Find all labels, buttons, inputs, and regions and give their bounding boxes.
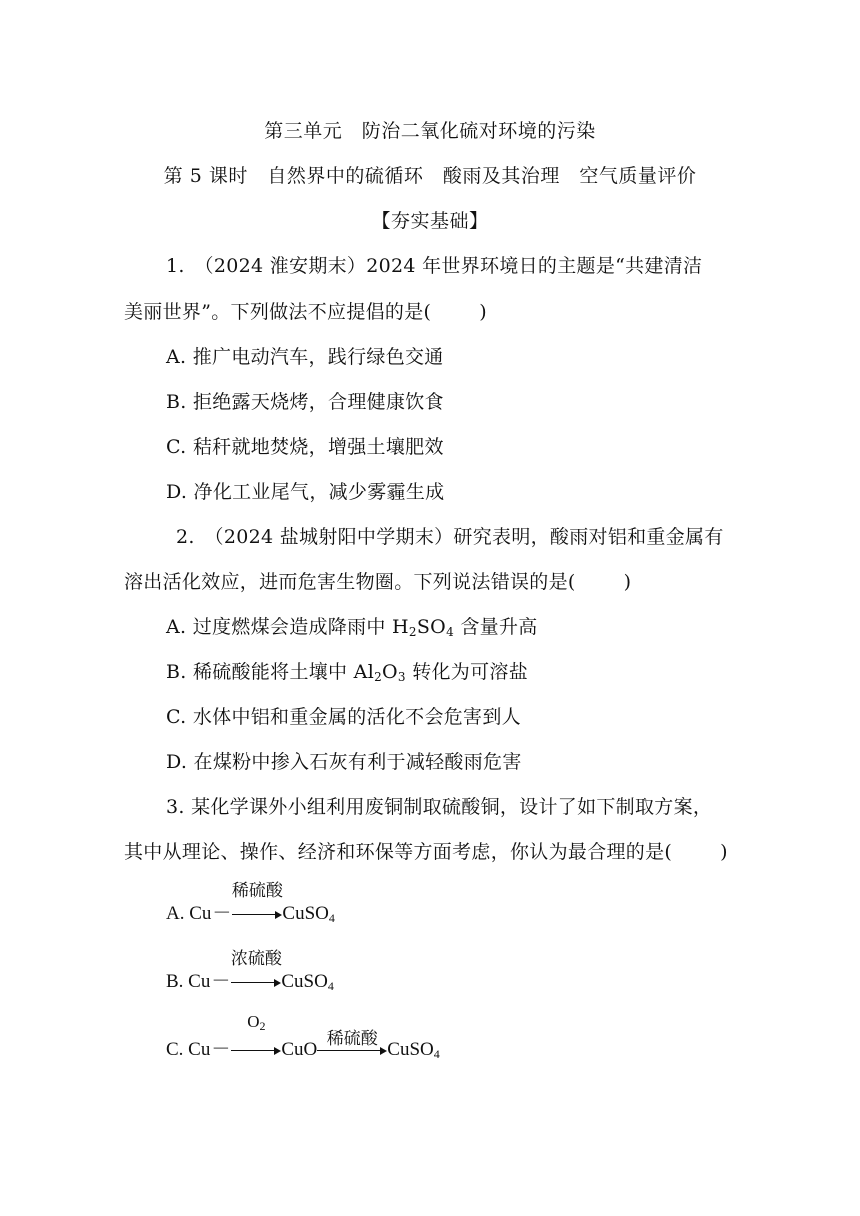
q3-b-product: CuSO bbox=[281, 971, 328, 992]
q2-option-a[interactable] bbox=[166, 612, 538, 639]
q3-stem-line2 bbox=[124, 837, 728, 864]
q3-stem-text: 其中从理论、操作、经济和环保等方面考虑，你认为最合理的是( bbox=[124, 841, 673, 863]
q2-option-b-text1: B. 稀硫酸能将土壤中 Al bbox=[166, 661, 375, 683]
q1-stem-text: 美丽世界”。下列做法不应提倡的是( bbox=[124, 301, 432, 323]
q2-option-b-sub1: 2 bbox=[374, 670, 383, 684]
q2-option-a-text1: A. 过度燃煤会造成降雨中 H bbox=[166, 616, 409, 638]
q3-c-reagent1: $O_2$ bbox=[247, 1011, 266, 1033]
q3-b-product-sub: 4 bbox=[327, 979, 334, 993]
q3-a-product: CuSO bbox=[282, 903, 329, 924]
q2-option-a-sub2: 4 bbox=[446, 625, 454, 639]
q3-c-reagent2: 稀硫酸 bbox=[326, 1028, 378, 1048]
q3-a-arrow bbox=[231, 880, 283, 926]
q2-stem-line2 bbox=[124, 567, 631, 594]
q3-option-c[interactable]: C. Cu－ $O_2$ CuO 稀硫酸 CuSO$_4$ bbox=[166, 1034, 440, 1062]
unit-title: 第三单元 防治二氧化硫对环境的污染 bbox=[264, 120, 596, 142]
q2-option-b-text3: 转化为可溶盐 bbox=[405, 661, 528, 683]
q3-c-reactant: C. Cu bbox=[166, 1039, 211, 1060]
q3-c-product-sub: 4 bbox=[433, 1047, 440, 1061]
lesson-title: 第 5 课时 自然界中的硫循环 酸雨及其治理 空气质量评价 bbox=[163, 165, 697, 187]
q1-paren-close: ) bbox=[479, 301, 487, 323]
q3-stem-line1: 3. 某化学课外小组利用废铜制取硫酸铜，设计了如下制取方案， bbox=[166, 796, 713, 818]
q2-option-b[interactable] bbox=[166, 657, 528, 684]
q1-option-d[interactable]: D. 净化工业尾气，减少雾霾生成 bbox=[166, 481, 445, 503]
q3-a-product-sub: 4 bbox=[328, 911, 335, 925]
q2-option-a-text2: SO bbox=[416, 616, 447, 638]
q2-option-c[interactable]: C. 水体中铝和重金属的活化不会危害到人 bbox=[166, 706, 521, 728]
q2-option-a-text3: 含量升高 bbox=[454, 616, 538, 638]
q3-b-reactant: B. Cu bbox=[166, 971, 211, 992]
q3-c-arrow2 bbox=[317, 1028, 387, 1062]
q3-c-arrow1 bbox=[231, 1011, 281, 1062]
q1-option-a[interactable]: A. 推广电动汽车，践行绿色交通 bbox=[166, 346, 444, 368]
q3-a-reagent: 稀硫酸 bbox=[231, 880, 283, 900]
q2-option-a-sub1: 2 bbox=[408, 625, 417, 639]
q1-stem-line2 bbox=[124, 297, 487, 324]
q2-option-b-text2: O bbox=[382, 661, 398, 683]
q2-paren-close: ) bbox=[623, 571, 632, 593]
q1-stem-line1: 1. （2024 淮安期末）2024 年世界环境日的主题是“共建清洁 bbox=[166, 255, 703, 277]
q2-option-d[interactable]: D. 在煤粉中掺入石灰有利于减轻酸雨危害 bbox=[166, 751, 522, 773]
section-title: 【夯实基础】 bbox=[371, 210, 489, 232]
q3-b-reagent: 浓硫酸 bbox=[230, 948, 282, 968]
q3-a-reactant: A. Cu bbox=[166, 903, 212, 924]
q3-option-a[interactable]: A. Cu－ 稀硫酸 CuSO$_4$ bbox=[166, 898, 335, 926]
q3-c-intermediate: CuO bbox=[281, 1039, 318, 1060]
q1-option-b[interactable]: B. 拒绝露天烧烤，合理健康饮食 bbox=[166, 391, 444, 413]
q3-paren-close: ) bbox=[720, 841, 728, 863]
q3-b-arrow bbox=[230, 948, 282, 994]
q2-stem-text: 溶出活化效应，进而危害生物圈。下列说法错误的是( bbox=[124, 571, 576, 593]
q3-c-product: CuSO bbox=[387, 1039, 434, 1060]
q1-option-c[interactable]: C. 秸秆就地焚烧，增强土壤肥效 bbox=[166, 436, 444, 458]
q2-stem-line1: 2. （2024 盐城射阳中学期末）研究表明，酸雨对铝和重金属有 bbox=[176, 526, 724, 548]
q2-option-b-sub2: 3 bbox=[397, 670, 406, 684]
q3-option-b[interactable]: B. Cu－ 浓硫酸 CuSO$_4$ bbox=[166, 966, 334, 994]
